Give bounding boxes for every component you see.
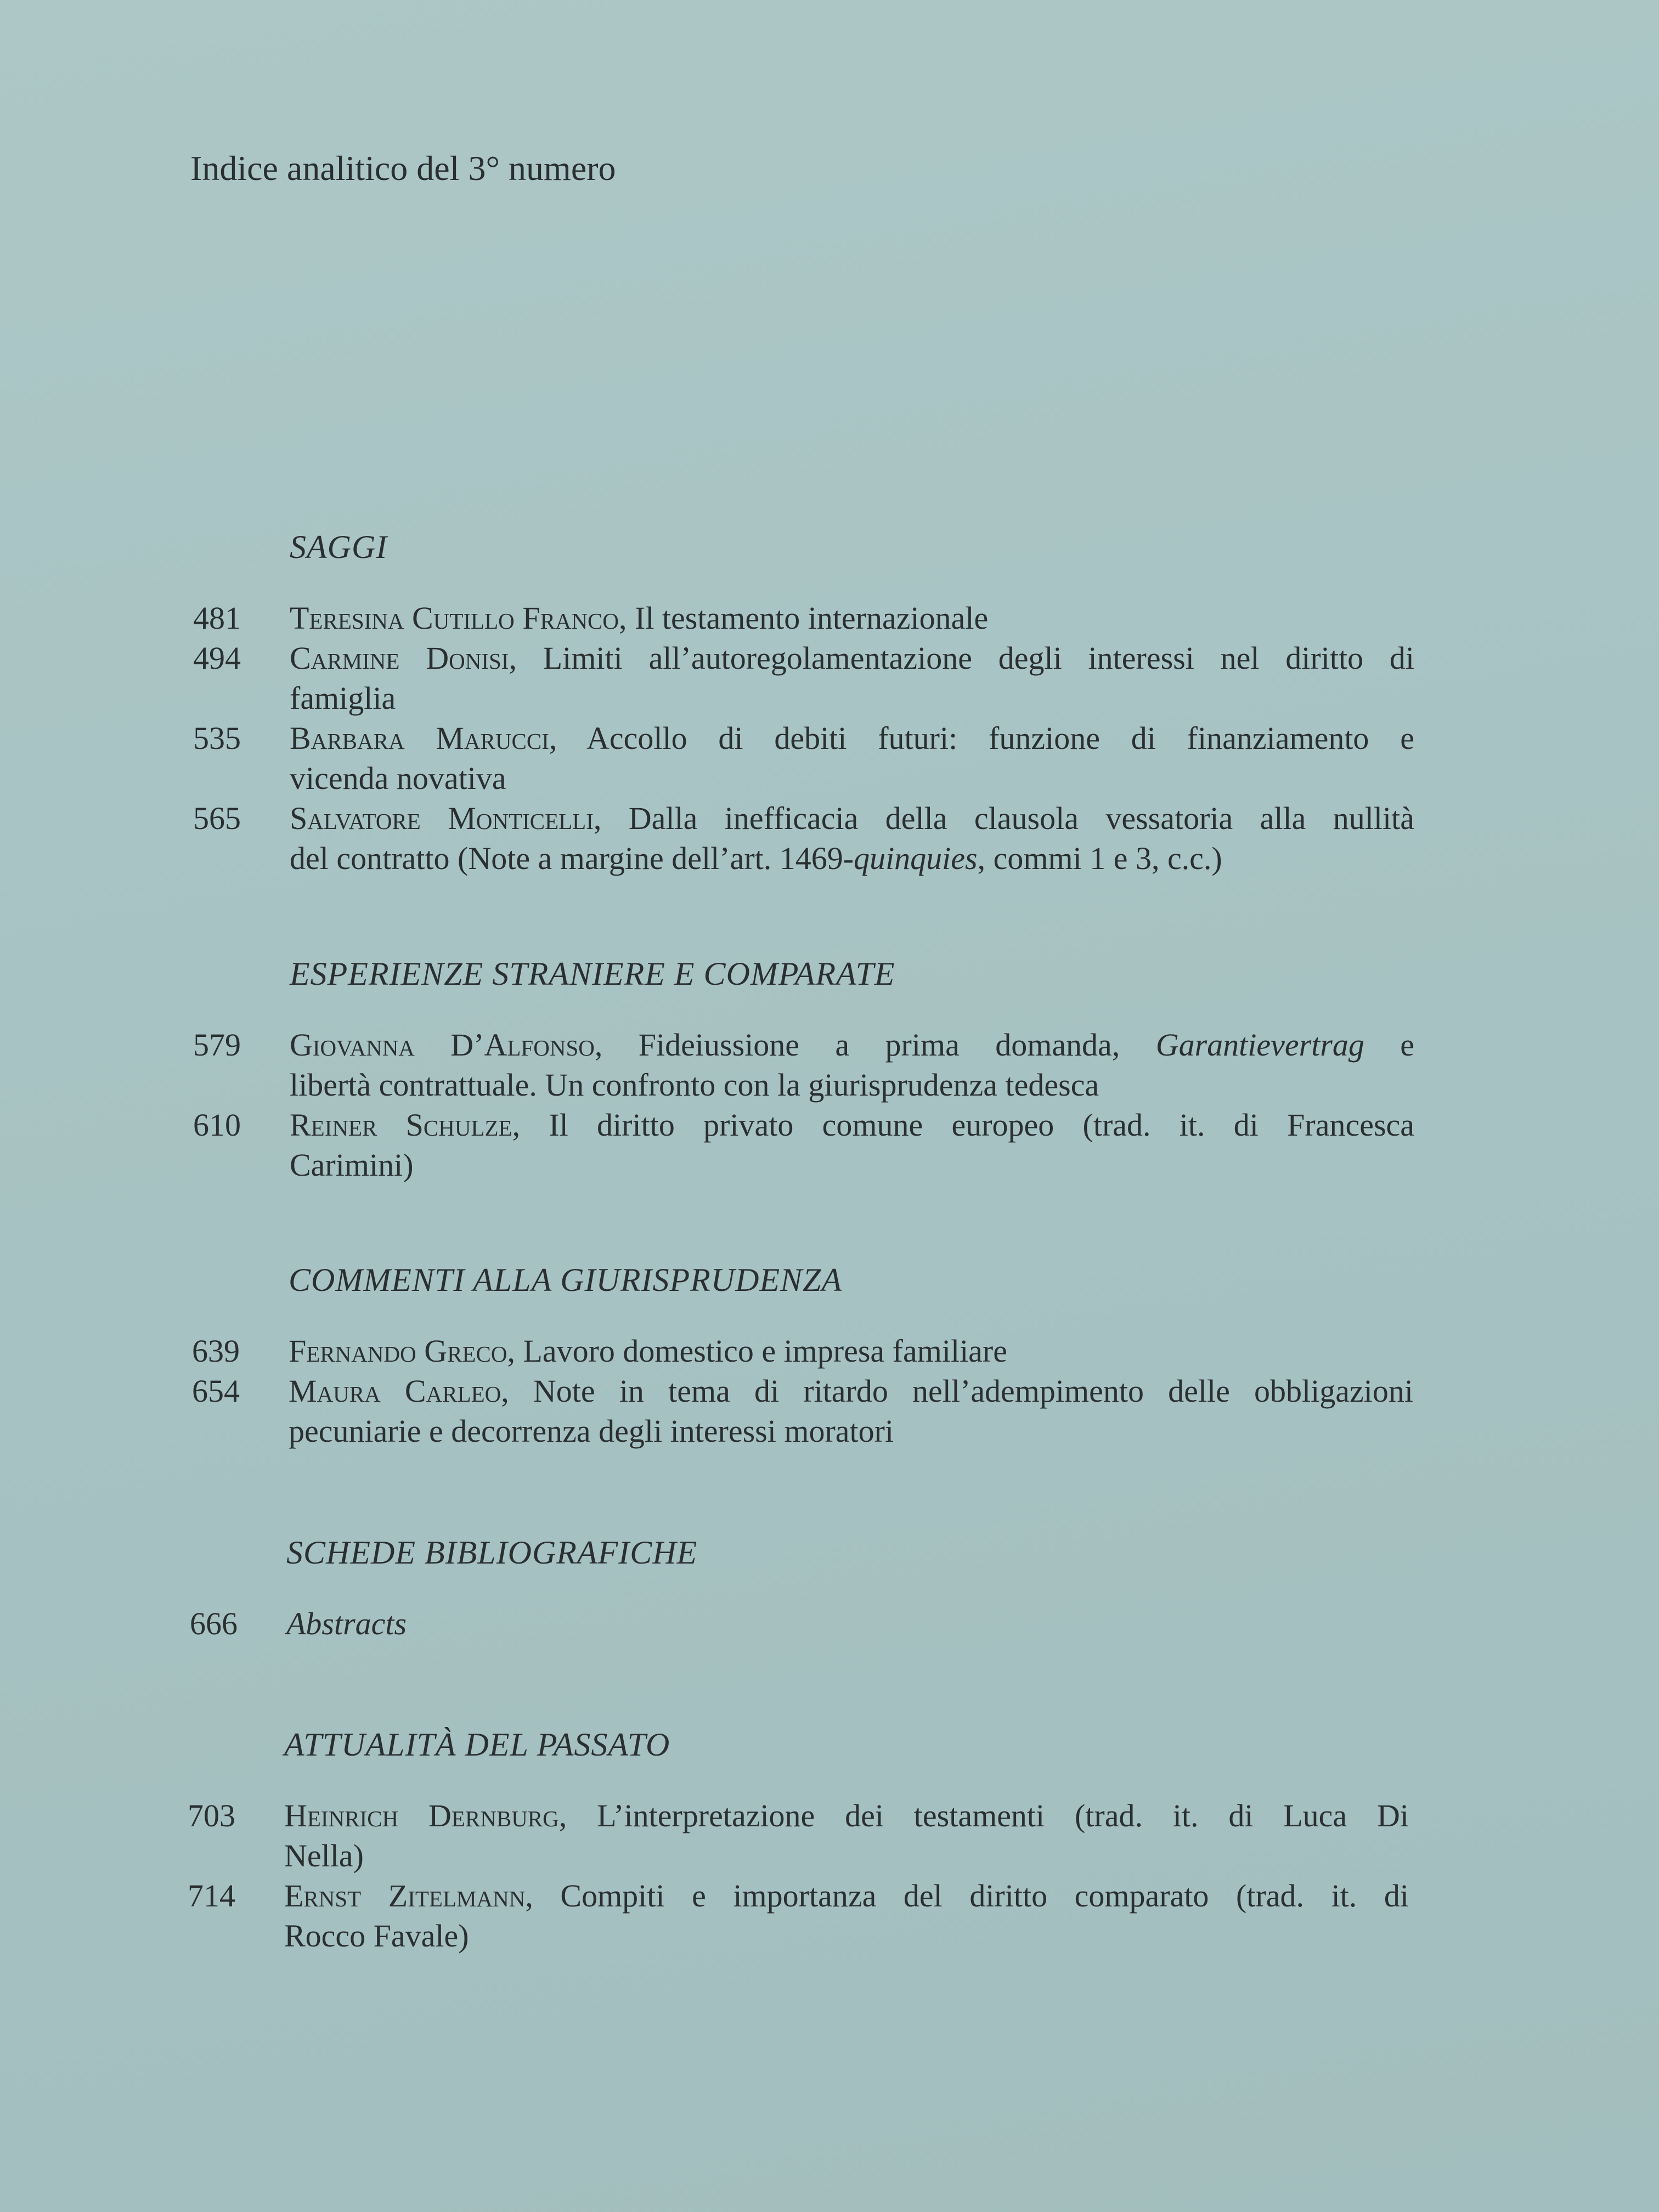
entry-title: del contratto (Note a margine dell’art. 1469- <box>290 840 854 876</box>
entry-line <box>290 598 1414 638</box>
entry-line <box>290 638 1414 678</box>
toc-section <box>193 955 1427 1185</box>
page-number: 535 <box>193 720 241 756</box>
italic-term: Garantievertrag <box>1155 1027 1364 1063</box>
author-name: Maura Carleo <box>289 1373 501 1409</box>
toc-section <box>193 528 1427 878</box>
page-number: 565 <box>193 800 241 836</box>
page-number: 481 <box>193 600 241 636</box>
entry-line <box>290 718 1414 758</box>
entry-text <box>284 1876 1409 1956</box>
author-name: Heinrich Dernburg <box>284 1798 559 1833</box>
entry-title: Nella) <box>284 1838 364 1874</box>
page-number: 610 <box>193 1107 241 1143</box>
entry-line <box>289 1371 1413 1411</box>
entry-title: pecuniarie e decorrenza degli interessi moratori <box>289 1413 894 1449</box>
entry-title: , L’interpretazione dei testamenti (trad. it. di Luca Di <box>558 1798 1409 1833</box>
page-number: 639 <box>192 1333 240 1369</box>
section-heading: SAGGI <box>290 529 388 565</box>
author-name: Carmine Donisi <box>290 640 509 676</box>
entry-title: e <box>1364 1027 1415 1063</box>
entry-title: , Compiti e importanza del diritto comparato (trad. it. di <box>525 1878 1409 1914</box>
entry-line <box>286 1604 1411 1644</box>
entry-text <box>284 1796 1409 1876</box>
entry-title: , Accollo di debiti futuri: funzione di finanziamento e <box>549 720 1414 756</box>
entry-title: , commi 1 e 3, c.c.) <box>977 840 1222 876</box>
toc-entry <box>193 718 1427 798</box>
entry-title: , Dalla inefficacia della clausola vessatoria alla nullità <box>593 800 1414 836</box>
toc-entry <box>193 598 1427 638</box>
entry-text <box>290 718 1414 798</box>
section-heading: ESPERIENZE STRANIERE E COMPARATE <box>290 956 895 992</box>
entry-text <box>290 598 1414 638</box>
toc-entry <box>188 1796 1422 1876</box>
entry-line <box>290 798 1414 838</box>
section-heading: SCHEDE BIBLIOGRAFICHE <box>286 1534 698 1571</box>
toc-entry <box>188 1876 1422 1956</box>
author-name: Salvatore Monticelli <box>290 800 594 836</box>
toc-section <box>188 1725 1422 1956</box>
entry-title: , Fideiussione a prima domanda, <box>594 1027 1156 1063</box>
section-heading: COMMENTI ALLA GIURISPRUDENZA <box>289 1262 843 1298</box>
toc-entry <box>192 1331 1426 1371</box>
entry-text <box>290 638 1414 718</box>
entry-title: libertà contrattuale. Un confronto con la giurisprudenza tedesca <box>290 1067 1099 1103</box>
entry-line <box>284 1876 1409 1916</box>
toc-entry <box>193 1025 1427 1105</box>
entry-title: Carimini) <box>290 1147 414 1183</box>
entry-text <box>290 798 1414 878</box>
entry-line <box>290 1065 1414 1105</box>
toc-entry <box>193 798 1427 878</box>
author-name: Barbara Marucci <box>290 720 549 756</box>
author-name: Teresina Cutillo Franco <box>290 600 619 636</box>
italic-term: Abstracts <box>286 1606 407 1641</box>
section-heading: ATTUALITÀ DEL PASSATO <box>284 1726 670 1763</box>
entry-line <box>284 1796 1409 1836</box>
page-number: 666 <box>190 1606 238 1641</box>
entry-line <box>290 838 1414 878</box>
page-number: 654 <box>192 1373 240 1409</box>
toc-section <box>190 1533 1424 1644</box>
entry-line <box>290 758 1414 798</box>
author-name: Fernando Greco <box>289 1333 507 1369</box>
author-name: Giovanna D’Alfonso <box>290 1027 595 1063</box>
entry-text <box>286 1604 1411 1644</box>
entry-title: , Il diritto privato comune europeo (trad. it. di Francesca <box>512 1107 1415 1143</box>
toc-entry <box>190 1604 1424 1644</box>
author-name: Ernst Zitelmann <box>284 1878 526 1914</box>
entry-line <box>289 1411 1413 1451</box>
entry-title: Rocco Favale) <box>284 1918 469 1954</box>
entry-line <box>290 678 1414 718</box>
entry-title: , Note in tema di ritardo nell’adempimento delle obbligazioni <box>501 1373 1413 1409</box>
entry-text <box>290 1025 1414 1105</box>
entry-line <box>290 1025 1414 1065</box>
toc-entry <box>193 1105 1427 1185</box>
page-number: 703 <box>188 1798 235 1833</box>
toc-entry <box>193 638 1427 718</box>
toc-section <box>192 1261 1426 1451</box>
toc-entry <box>192 1371 1426 1451</box>
author-name: Reiner Schulze <box>290 1107 512 1143</box>
entry-line <box>290 1145 1414 1185</box>
entry-text <box>289 1371 1413 1451</box>
entry-line <box>289 1331 1413 1371</box>
page-number: 494 <box>193 640 241 676</box>
entry-title: vicenda novativa <box>290 760 506 796</box>
entry-line <box>284 1916 1409 1956</box>
entry-text <box>290 1105 1414 1185</box>
entry-title: , Il testamento internazionale <box>619 600 989 636</box>
page-number: 579 <box>193 1027 241 1063</box>
page-title: Indice analitico del 3° numero <box>190 149 616 188</box>
entry-title: famiglia <box>290 680 396 716</box>
italic-term: quinquies <box>854 840 978 876</box>
entry-title: , Limiti all’autoregolamentazione degli interessi nel diritto di <box>509 640 1414 676</box>
entry-title: , Lavoro domestico e impresa familiare <box>507 1333 1007 1369</box>
page-number: 714 <box>188 1878 235 1914</box>
entry-line <box>290 1105 1414 1145</box>
entry-line <box>284 1836 1409 1876</box>
entry-text <box>289 1331 1413 1371</box>
